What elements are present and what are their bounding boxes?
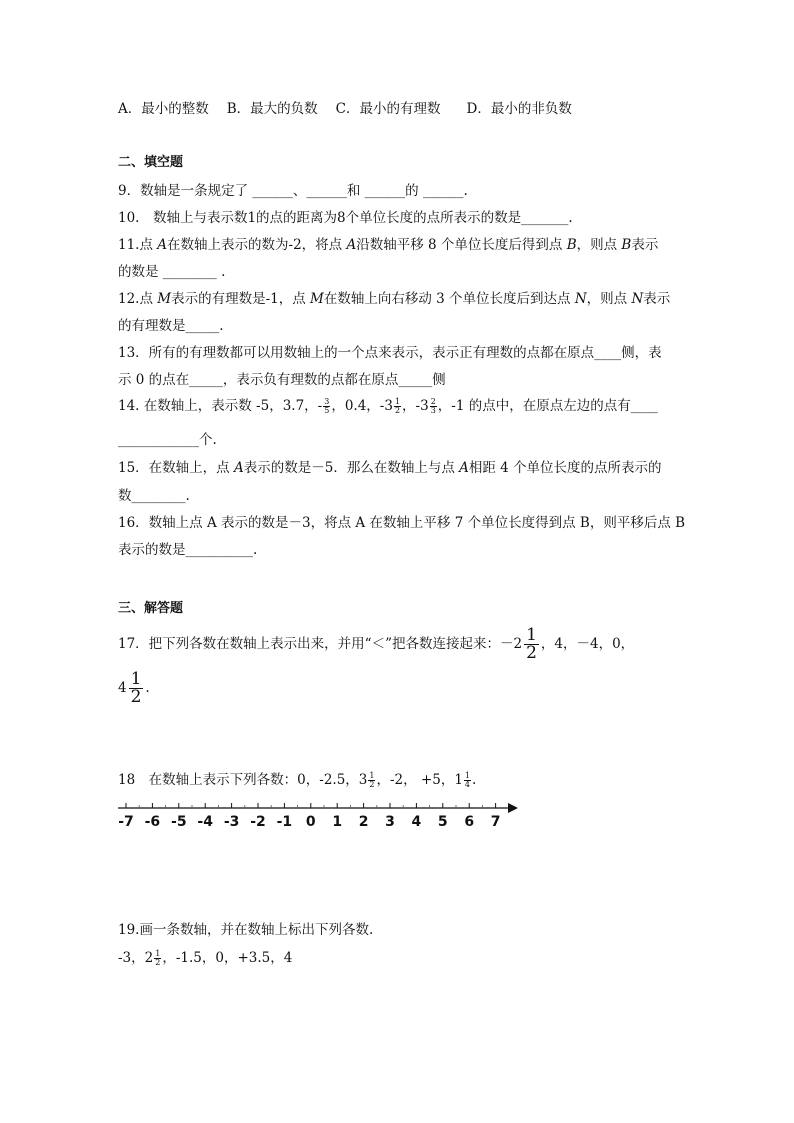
- option-d: D．最小的非负数: [466, 101, 572, 117]
- question-10: 10. 数轴上与表示数1的点的距离为8个单位长度的点所表示的数是_______.: [118, 210, 573, 226]
- question-17-line2: 4 $\frac{1}{2}$ .: [118, 669, 150, 707]
- question-17-line1: 17．把下列各数在数轴上表示出来，并用“＜”把各数连接起来：－2 $\frac{1}{2}$ ，4，－4，0，: [118, 625, 635, 663]
- question-15-line1: 15．在数轴上，点 A表示的数是－5．那么在数轴上与点 A相距 4 个单位长度的点所表示的: [118, 460, 662, 476]
- number-line-label: -1: [276, 814, 293, 830]
- question-12-line2: 的有理数是_____.: [118, 318, 224, 334]
- question-13-line2: 示 0 的点在_____，表示负有理数的点都在原点_____侧: [118, 372, 446, 388]
- question-18: 18 在数轴上表示下列各数：0，-2.5，3 $\frac{1}{2}$ ，-2， +5，1 $\frac{1}{4}$ .: [118, 771, 477, 789]
- fraction: $\frac{1}{2}$: [130, 669, 142, 707]
- q8-options: [118, 97, 572, 117]
- number-line: [110, 796, 530, 832]
- fraction: $\frac{1}{2}$: [526, 625, 537, 663]
- number-line-label: 0: [305, 814, 316, 830]
- fraction: $\frac{1}{4}$: [464, 771, 471, 789]
- number-line-label: -2: [250, 814, 266, 830]
- number-line-label: -5: [171, 814, 187, 830]
- option-a: A．最小的整数: [118, 101, 209, 117]
- fraction: $\frac{2}{3}$: [430, 397, 436, 415]
- question-16-line2: 表示的数是__________.: [118, 542, 258, 558]
- number-line-label: 4: [411, 814, 422, 830]
- fraction: $\frac{3}{5}$: [324, 397, 330, 415]
- question-19-line2: -3，2 $\frac{1}{2}$ ，-1.5，0，+3.5，4: [118, 949, 293, 967]
- section-title-answer: 三、解答题: [118, 601, 184, 616]
- question-11-line2: 的数是 ________ .: [118, 264, 226, 280]
- question-15-line2: 数________.: [118, 488, 190, 504]
- question-14-line2: ____________个.: [118, 432, 217, 448]
- question-19-line1: 19.画一条数轴，并在数轴上标出下列各数.: [118, 922, 374, 938]
- number-line-label: 1: [332, 814, 343, 830]
- number-line-label: 7: [490, 814, 501, 830]
- question-13-line1: 13．所有的有理数都可以用数轴上的一个点来表示，表示正有理数的点都在原点____侧，表: [118, 345, 662, 361]
- fraction: $\frac{1}{2}$: [394, 397, 401, 415]
- question-9: 9．数轴是一条规定了 ______、______和 ______的 ______.: [118, 183, 468, 199]
- question-11-line1: 11.点 A在数轴上表示的数为-2，将点 A沿数轴平移 8 个单位长度后得到点 B，则点 B表示: [118, 237, 659, 253]
- number-line-label: -6: [144, 814, 161, 830]
- fraction: $\frac{1}{2}$: [369, 771, 375, 789]
- number-line-label: -3: [223, 814, 240, 830]
- question-14-line1: 14. 在数轴上，表示数 -5，3.7，- $\frac{3}{5}$ ，0.4，-3 $\frac{1}{2}$ ，-3 $\frac{2}{3}$ ，-1 的点中，在原点左边的点有____: [118, 397, 658, 415]
- option-c: C．最小的有理数: [335, 101, 441, 117]
- number-line-label: 6: [464, 814, 475, 830]
- number-line-label: -4: [197, 814, 213, 830]
- fraction: $\frac{1}{2}$: [155, 949, 161, 967]
- number-line-label: 3: [385, 814, 395, 830]
- number-line-label: 2: [358, 814, 369, 830]
- section-title-fill-in: 二、填空题: [118, 155, 184, 170]
- option-b: B．最大的负数: [226, 101, 318, 117]
- question-16-line1: 16．数轴上点 A 表示的数是－3，将点 A 在数轴上平移 7 个单位长度得到点 B，则平移后点 B: [118, 515, 686, 531]
- number-line-arrow: [508, 803, 518, 813]
- question-12-line1: 12.点 M表示的有理数是-1，点 M在数轴上向右移动 3 个单位长度后到达点 N，则点 N表示: [118, 291, 671, 307]
- number-line-label: 5: [437, 814, 448, 830]
- number-line-label: -7: [118, 814, 134, 830]
